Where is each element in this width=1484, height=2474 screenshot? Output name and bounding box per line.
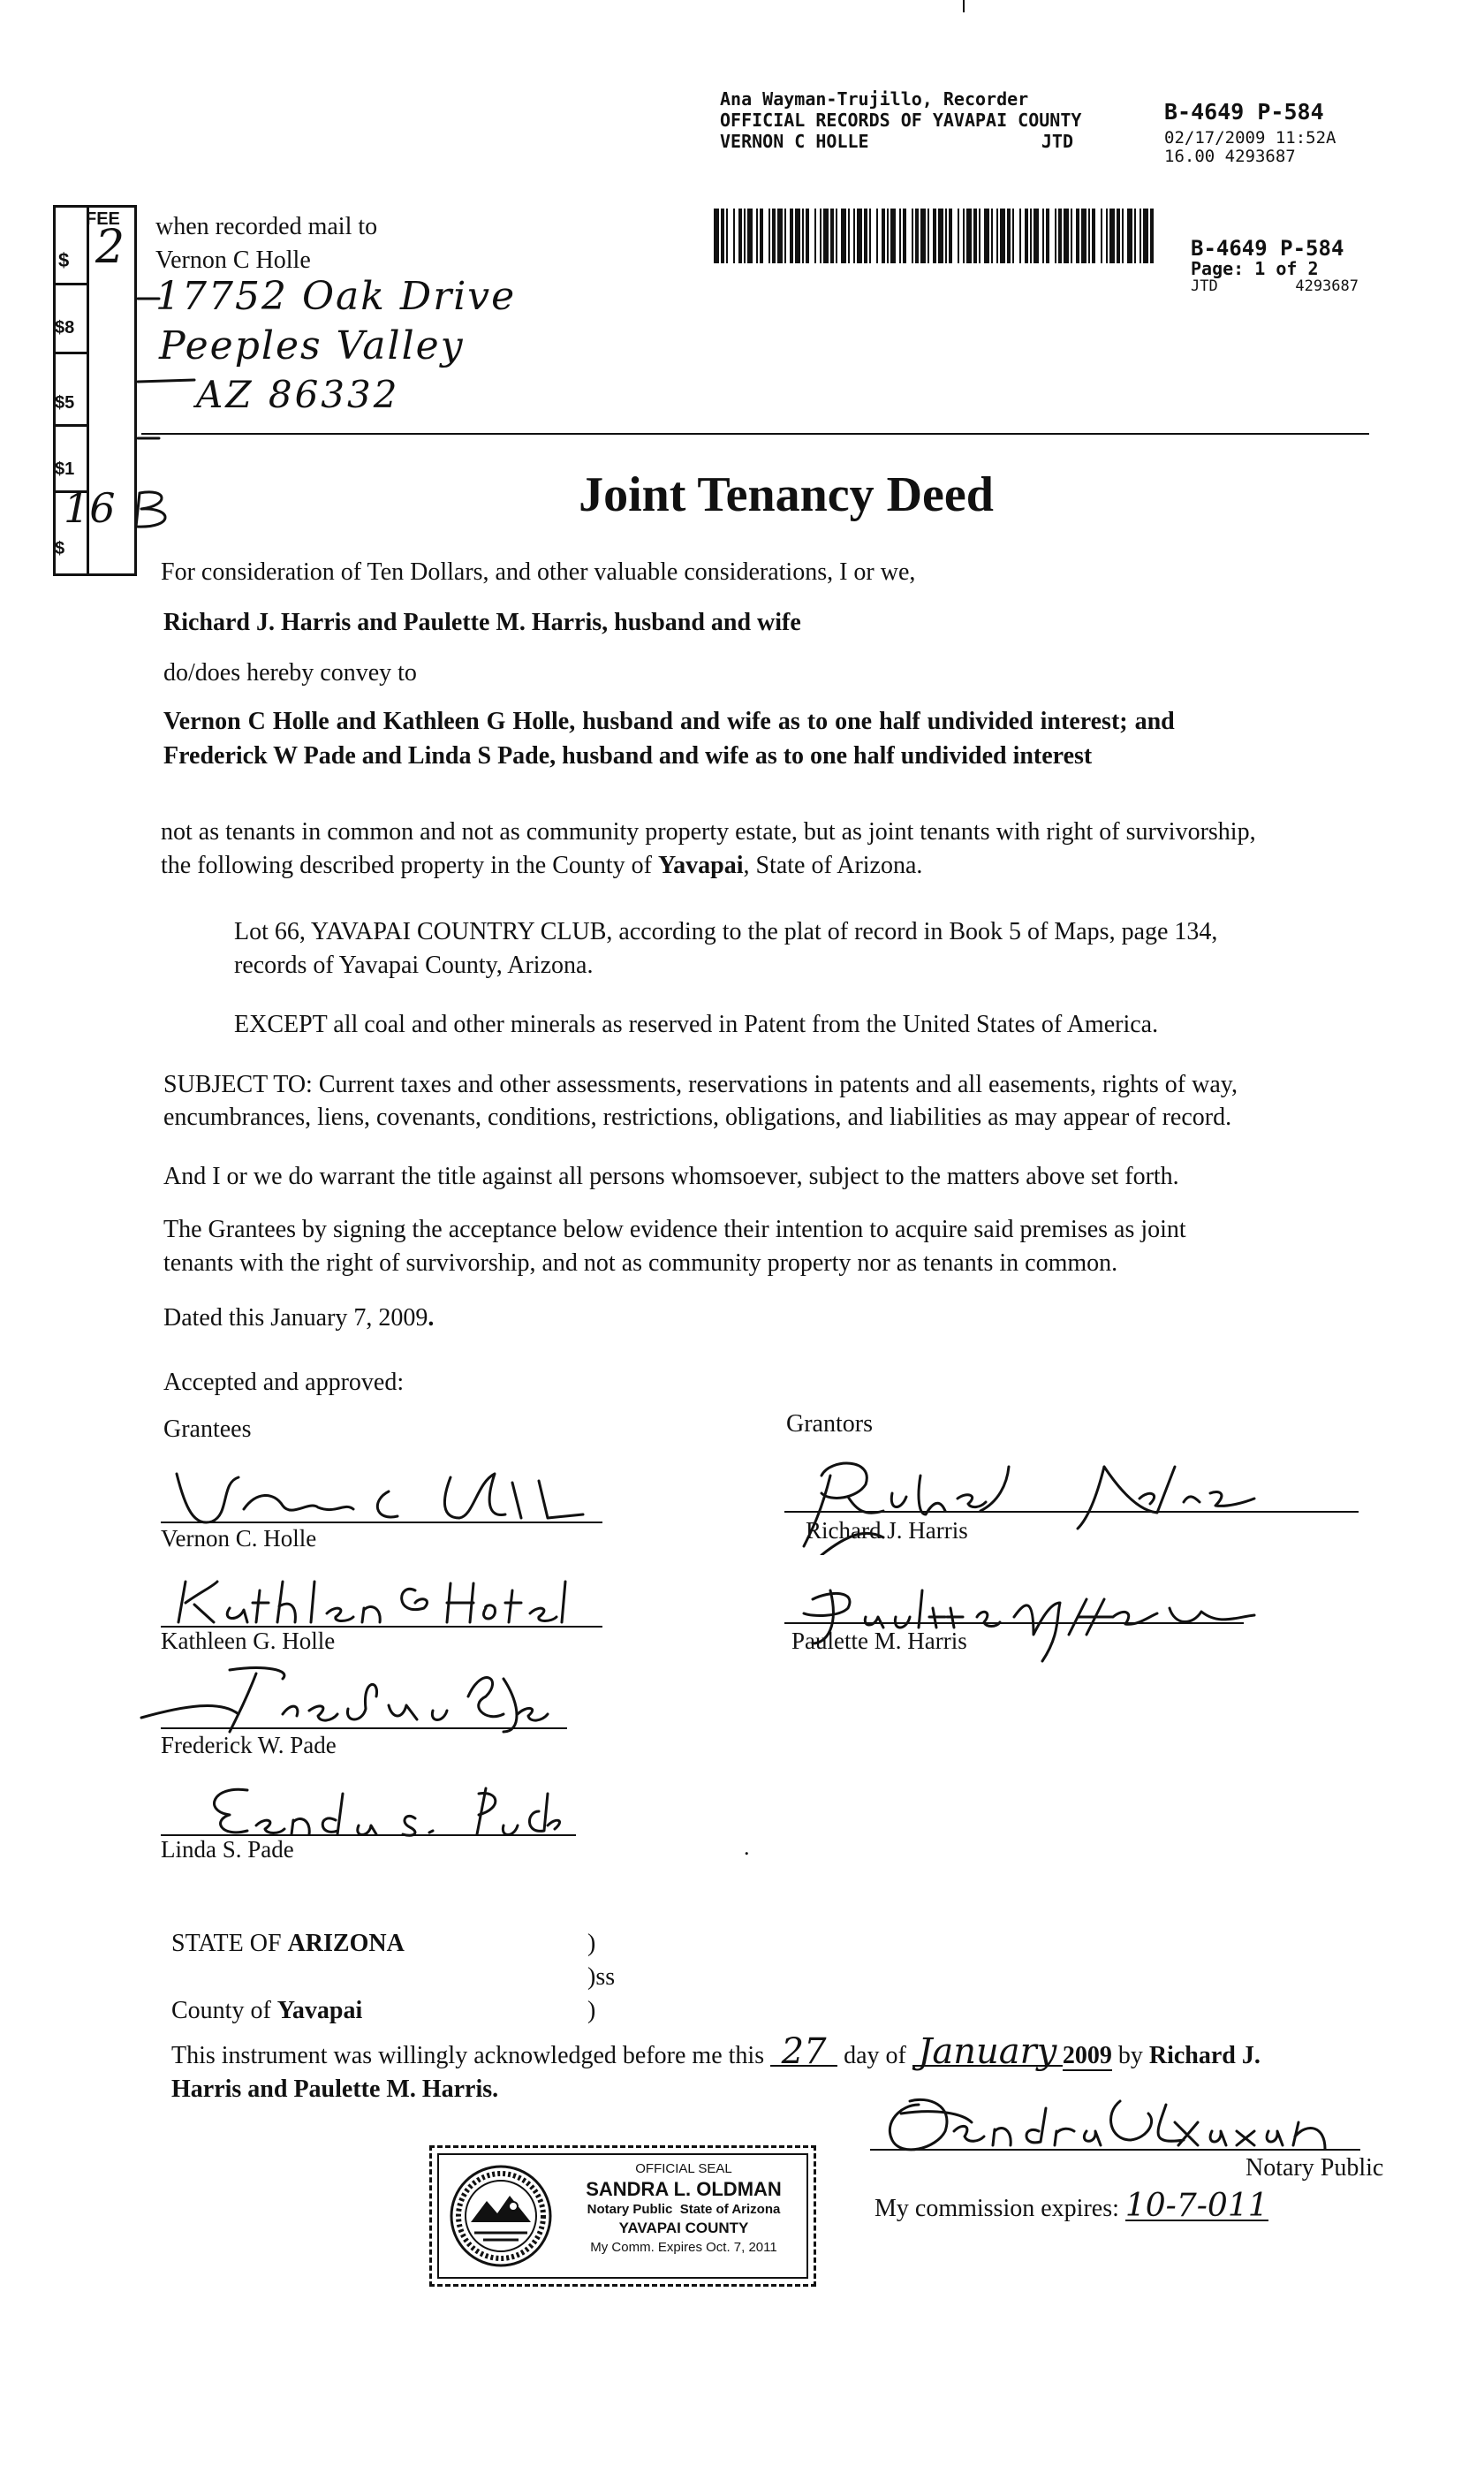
barcode-code: JTD — [1191, 277, 1218, 295]
venue-county: County of Yavapai — [171, 1997, 363, 2024]
barcode-bar — [928, 209, 929, 263]
grantors-names: Richard J. Harris and Paulette M. Harris, husband and wife — [163, 609, 801, 636]
signature-frederick — [132, 1661, 574, 1741]
fee-row-2: $8 — [55, 318, 75, 338]
commission-date: 10-7-011 — [1124, 2188, 1268, 2224]
barcode-bar — [912, 209, 913, 263]
barcode-bar — [806, 209, 809, 263]
venue-state-value: ARIZONA — [287, 1930, 405, 1957]
barcode-bar — [1143, 209, 1148, 263]
acknowledgment-names-2: Harris and Paulette M. Harris. — [171, 2076, 499, 2103]
recorder-amount: 16.00 4293687 — [1164, 147, 1296, 166]
legal-description-line-1: Lot 66, YAVAPAI COUNTRY CLUB, according to the plat of record in Book 5 of Maps, page 134, — [234, 918, 1218, 945]
recorder-requester: VERNON C HOLLE — [720, 131, 869, 152]
barcode-doc-number: 4293687 — [1295, 277, 1359, 295]
acknowledgment-names-1: Richard J. — [1148, 2042, 1261, 2069]
barcode-bar — [777, 209, 783, 263]
barcode-bar — [733, 209, 735, 263]
barcode-bar — [915, 209, 919, 263]
acceptance-line-1: The Grantees by signing the acceptance below evidence their intention to acquire said premises as joint — [163, 1216, 1186, 1243]
warranty-text: And I or we do warrant the title against all persons whomsoever, subject to the matters above set forth. — [163, 1163, 1179, 1190]
signer-name-richard: Richard J. Harris — [806, 1517, 968, 1544]
grantees-line-2: Frederick W Pade and Linda S Pade, husband and wife as to one half undivided interest — [163, 742, 1093, 770]
signer-name-vernon: Vernon C. Holle — [161, 1525, 317, 1552]
signature-richard — [768, 1449, 1263, 1555]
seal-state: State of Arizona — [679, 2202, 781, 2217]
barcode-bar — [876, 209, 878, 263]
mail-to-address-line-1: 17752 Oak Drive — [155, 274, 517, 319]
barcode-bar — [1042, 209, 1044, 263]
notary-signature-line — [870, 2149, 1360, 2151]
header-divider — [141, 433, 1369, 435]
mail-to-address-line-2: Peeples Valley — [159, 323, 465, 368]
property-county: Yavapai — [658, 852, 744, 879]
barcode-bar — [949, 209, 952, 263]
barcode-bar — [1127, 209, 1132, 263]
signer-name-frederick: Frederick W. Pade — [161, 1732, 337, 1758]
barcode-bar — [973, 209, 977, 263]
recorder-datetime: 02/17/2009 11:52A — [1164, 128, 1336, 148]
barcode-bar — [738, 209, 742, 263]
fee-row-4: $1 — [55, 459, 75, 479]
consideration-text: For consideration of Ten Dollars, and other valuable considerations, I or we, — [161, 558, 916, 586]
barcode-bar — [760, 209, 763, 263]
barcode-bar — [903, 209, 906, 263]
barcode-bar — [882, 209, 885, 263]
signer-name-paulette: Paulette M. Harris — [791, 1628, 967, 1654]
barcode-label — [1191, 237, 1359, 295]
barcode-bar — [848, 209, 850, 263]
barcode-bar — [830, 209, 834, 263]
convey-text: do/does hereby convey to — [163, 659, 417, 687]
barcode-bar — [820, 209, 822, 263]
barcode-bar — [836, 209, 837, 263]
venue-ss: )ss — [587, 1963, 616, 1991]
acceptance-line-2: tenants with the right of survivorship, and not as community property nor as tenants in common. — [163, 1249, 1118, 1277]
barcode-bar — [768, 209, 770, 263]
seal-notary-public: Notary Public — [587, 2202, 673, 2217]
fee-header: FEE — [86, 209, 120, 229]
barcode-bar — [1088, 209, 1090, 263]
barcode-bar — [714, 209, 719, 263]
fee-handwritten-amount: 2 — [95, 221, 125, 274]
seal-notary-name: SANDRA L. OLDMAN — [586, 2178, 782, 2200]
deed-title: Joint Tenancy Deed — [579, 467, 994, 522]
barcode-bar — [869, 209, 871, 263]
barcode-bar — [991, 209, 993, 263]
barcode-bar — [890, 209, 896, 263]
venue-county-value: Yavapai — [276, 1997, 363, 2024]
recorder-office: OFFICIAL RECORDS OF YAVAPAI COUNTY — [720, 110, 1082, 131]
barcode-bar — [1076, 209, 1079, 263]
barcode-bar — [1081, 209, 1086, 263]
barcode-bar — [920, 209, 926, 263]
barcode-bar — [747, 209, 753, 263]
barcode-bar — [1025, 209, 1028, 263]
barcode-bar — [721, 209, 724, 263]
barcode-bar — [772, 209, 776, 263]
mineral-exception: EXCEPT all coal and other minerals as reserved in Patent from the United States of America. — [234, 1011, 1159, 1038]
barcode-bar — [1055, 209, 1056, 263]
subject-to-line-1: SUBJECT TO: Current taxes and other assessments, reservations in patents and all easements, rights of way, — [163, 1071, 1238, 1098]
barcode-bar — [1034, 209, 1039, 263]
barcode-bar — [726, 209, 728, 263]
barcode — [714, 209, 1155, 263]
barcode-bar — [1109, 209, 1115, 263]
acknowledgment-month: January — [912, 2038, 1063, 2067]
barcode-bar — [1012, 209, 1014, 263]
barcode-bar — [1106, 209, 1108, 263]
barcode-bar — [853, 209, 855, 263]
barcode-bar — [1122, 209, 1124, 263]
barcode-bar — [795, 209, 800, 263]
barcode-bar — [1140, 209, 1141, 263]
barcode-bar — [933, 209, 936, 263]
barcode-bar — [1071, 209, 1072, 263]
recorder-code: JTD — [1041, 131, 1073, 152]
signature-kathleen — [159, 1564, 583, 1635]
seal-commission: My Comm. Expires Oct. 7, 2011 — [590, 2240, 777, 2255]
acknowledgment-line-1: This instrument was willingly acknowledged before me this 27 day of January 2009 by Richard J. — [171, 2031, 1261, 2072]
barcode-bar — [1046, 209, 1049, 263]
seal-county: YAVAPAI COUNTY — [618, 2220, 749, 2236]
legal-description-line-2: records of Yavapai County, Arizona. — [234, 952, 594, 979]
barcode-bar — [1007, 209, 1011, 263]
recorder-block — [720, 88, 1081, 152]
seal-official: OFFICIAL SEAL — [635, 2161, 732, 2176]
barcode-bar — [857, 209, 862, 263]
barcode-bar — [823, 209, 829, 263]
barcode-bar — [1019, 209, 1021, 263]
barcode-bar — [744, 209, 746, 263]
accepted-label: Accepted and approved: — [163, 1369, 405, 1396]
fee-handwritten-note: 16 — [64, 484, 116, 532]
barcode-bar — [841, 209, 846, 263]
barcode-bar — [790, 209, 793, 263]
notary-public-label: Notary Public — [1246, 2154, 1384, 2182]
venue-state: STATE OF ARIZONA — [171, 1930, 405, 1957]
signer-name-linda: Linda S. Pade — [161, 1836, 294, 1863]
signature-vernon — [159, 1456, 601, 1536]
subject-to-line-2: encumbrances, liens, covenants, conditions, restrictions, obligations, and liabilities as may appear of record. — [163, 1104, 1232, 1131]
barcode-bar — [899, 209, 901, 263]
commission-expires: My commission expires: 10-7-011 — [874, 2188, 1268, 2224]
recorder-name: Ana Wayman-Trujillo, Recorder — [720, 88, 1029, 110]
signature-linda — [194, 1776, 565, 1847]
grantees-line-1: Vernon C Holle and Kathleen G Holle, husband and wife as to one half undivided interest; and — [163, 708, 1175, 735]
barcode-bar — [864, 209, 867, 263]
notary-seal — [429, 2145, 816, 2287]
barcode-bar — [1000, 209, 1005, 263]
barcode-bar — [756, 209, 758, 263]
mail-to-label: when recorded mail to — [155, 213, 378, 240]
barcode-bar — [802, 209, 804, 263]
mail-to-address-line-3: AZ 86332 — [196, 373, 400, 416]
barcode-bar — [814, 209, 816, 263]
barcode-page-of: Page: 1 of 2 — [1191, 258, 1319, 279]
grantees-label: Grantees — [163, 1415, 252, 1443]
fee-row-3: $5 — [55, 393, 75, 413]
acknowledgment-year: 2009 — [1062, 2042, 1112, 2069]
barcode-bar — [945, 209, 947, 263]
acknowledgment-day: 27 — [770, 2038, 837, 2067]
barcode-bar — [887, 209, 889, 263]
venue-paren-1: ) — [587, 1930, 596, 1957]
recorder-book-page: B-4649 P-584 — [1164, 99, 1324, 125]
barcode-bar — [1150, 209, 1154, 263]
barcode-bar — [1064, 209, 1069, 263]
signer-name-kathleen: Kathleen G. Holle — [161, 1628, 336, 1654]
barcode-bar — [784, 209, 786, 263]
barcode-bar — [1134, 209, 1136, 263]
barcode-bar — [938, 209, 943, 263]
barcode-bar — [1101, 209, 1102, 263]
barcode-bar — [979, 209, 980, 263]
barcode-bar — [966, 209, 972, 263]
state-seal-icon — [448, 2162, 554, 2270]
barcode-bar — [1092, 209, 1095, 263]
mail-to-name: Vernon C Holle — [155, 247, 311, 274]
barcode-bar — [996, 209, 998, 263]
scan-mark — [963, 0, 965, 12]
barcode-bar — [1117, 209, 1120, 263]
grantors-label: Grantors — [786, 1410, 873, 1438]
venue-paren-2: ) — [587, 1997, 596, 2024]
barcode-bar — [1030, 209, 1032, 263]
barcode-bar — [963, 209, 965, 263]
barcode-book-page: B-4649 P-584 — [1191, 236, 1344, 261]
joint-tenancy-line-1: not as tenants in common and not as community property estate, but as joint tenants with right of survivorship, — [161, 818, 1256, 846]
barcode-bar — [1058, 209, 1062, 263]
barcode-bar — [958, 209, 959, 263]
signature-paulette — [777, 1564, 1272, 1670]
fee-row-5: $ — [55, 539, 65, 558]
joint-tenancy-line-2: the following described property in the County of Yavapai, State of Arizona. — [161, 852, 923, 879]
fee-row-1: $ — [58, 249, 70, 271]
dated-text: Dated this January 7, 2009. — [163, 1304, 435, 1332]
barcode-bar — [984, 209, 989, 263]
